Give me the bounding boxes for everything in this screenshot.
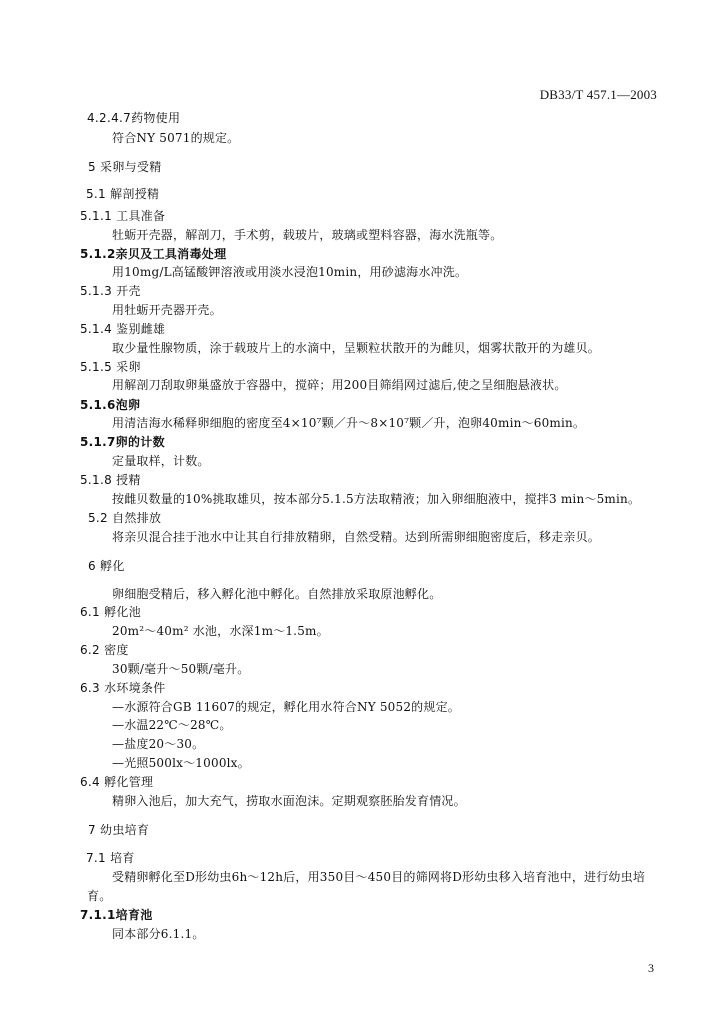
heading-5-1-7: 5.1.7卵的计数: [80, 435, 165, 449]
heading-5: 5 采卵与受精: [88, 160, 162, 174]
heading-5-1-5: 5.1.5 采卵: [80, 360, 141, 374]
heading-5-1-1: 5.1.1 工具准备: [80, 209, 166, 223]
paragraph: 用解剖刀刮取卵巢盛放于容器中，搅碎；用200目筛绢网过滤后,使之呈细胞悬液状。: [112, 378, 567, 392]
paragraph-continuation: 育。: [87, 889, 112, 903]
list-item: —水温22℃～28℃。: [112, 718, 232, 732]
paragraph: 30颗/毫升～50颗/毫升。: [112, 662, 250, 676]
heading-5-1-3: 5.1.3 开壳: [80, 284, 141, 298]
paragraph: 取少量性腺物质，涂于载玻片上的水滴中，呈颗粒状散开的为雌贝，烟雾状散开的为雄贝。: [112, 341, 601, 355]
paragraph: 用清洁海水稀释卵细胞的密度至4×10⁷颗／升～8×10⁷颗／升，泡卵40min～60min。: [112, 416, 586, 430]
list-item: —盐度20～30。: [112, 737, 205, 751]
paragraph: 按雌贝数量的10%挑取雄贝，按本部分5.1.5方法取精液；加入卵细胞液中，搅拌3 min～5min。: [112, 492, 641, 506]
paragraph: 用牡蛎开壳器开壳。: [112, 303, 222, 317]
heading-5-2: 5.2 自然排放: [88, 511, 162, 525]
heading-5-1-6: 5.1.6泡卵: [80, 398, 141, 412]
heading-5-1-2: 5.1.2亲贝及工具消毒处理: [80, 247, 227, 261]
heading-6: 6 孵化: [88, 559, 125, 573]
paragraph: 精卵入池后，加大充气，捞取水面泡沫。定期观察胚胎发育情况。: [112, 794, 466, 808]
heading-6-1: 6.1 孵化池: [80, 605, 141, 619]
heading-4-2-4-7: 4.2.4.7药物使用: [87, 111, 181, 125]
paragraph: 受精卵孵化至D形幼虫6h～12h后，用350目～450目的筛网将D形幼虫移入培育池中，进行幼虫培: [112, 870, 646, 884]
paragraph: 定量取样，计数。: [112, 454, 210, 468]
heading-5-1-4: 5.1.4 鉴别雌雄: [80, 322, 166, 336]
standard-code: DB33/T 457.1—2003: [539, 87, 657, 102]
heading-7-1-1: 7.1.1培育池: [80, 908, 153, 922]
paragraph: 卵细胞受精后，移入孵化池中孵化。自然排放采取原池孵化。: [112, 587, 442, 601]
heading-7-1: 7.1 培育: [86, 851, 135, 865]
paragraph: 符合NY 5071的规定。: [112, 131, 240, 145]
heading-6-3: 6.3 水环境条件: [80, 681, 166, 695]
heading-6-4: 6.4 孵化管理: [80, 775, 154, 789]
list-item: —水源符合GB 11607的规定，孵化用水符合NY 5052的规定。: [112, 700, 460, 714]
paragraph: 20m²～40m² 水池，水深1m～1.5m。: [112, 624, 329, 638]
page-number: 3: [648, 961, 654, 975]
heading-5-1: 5.1 解剖授精: [86, 187, 160, 201]
heading-7: 7 幼虫培育: [88, 823, 150, 837]
list-item: —光照500lx～1000lx。: [112, 756, 250, 770]
paragraph: 将亲贝混合挂于池水中让其自行排放精卵，自然受精。达到所需卵细胞密度后，移走亲贝。: [112, 530, 601, 544]
heading-5-1-8: 5.1.8 授精: [80, 473, 141, 487]
paragraph: 用10mg/L高锰酸钾溶液或用淡水浸泡10min，用砂滤海水冲洗。: [112, 265, 468, 279]
heading-6-2: 6.2 密度: [80, 643, 129, 657]
paragraph: 同本部分6.1.1。: [112, 927, 205, 941]
paragraph: 牡蛎开壳器，解剖刀，手术剪，载玻片，玻璃或塑料容器，海水洗瓶等。: [112, 228, 503, 242]
